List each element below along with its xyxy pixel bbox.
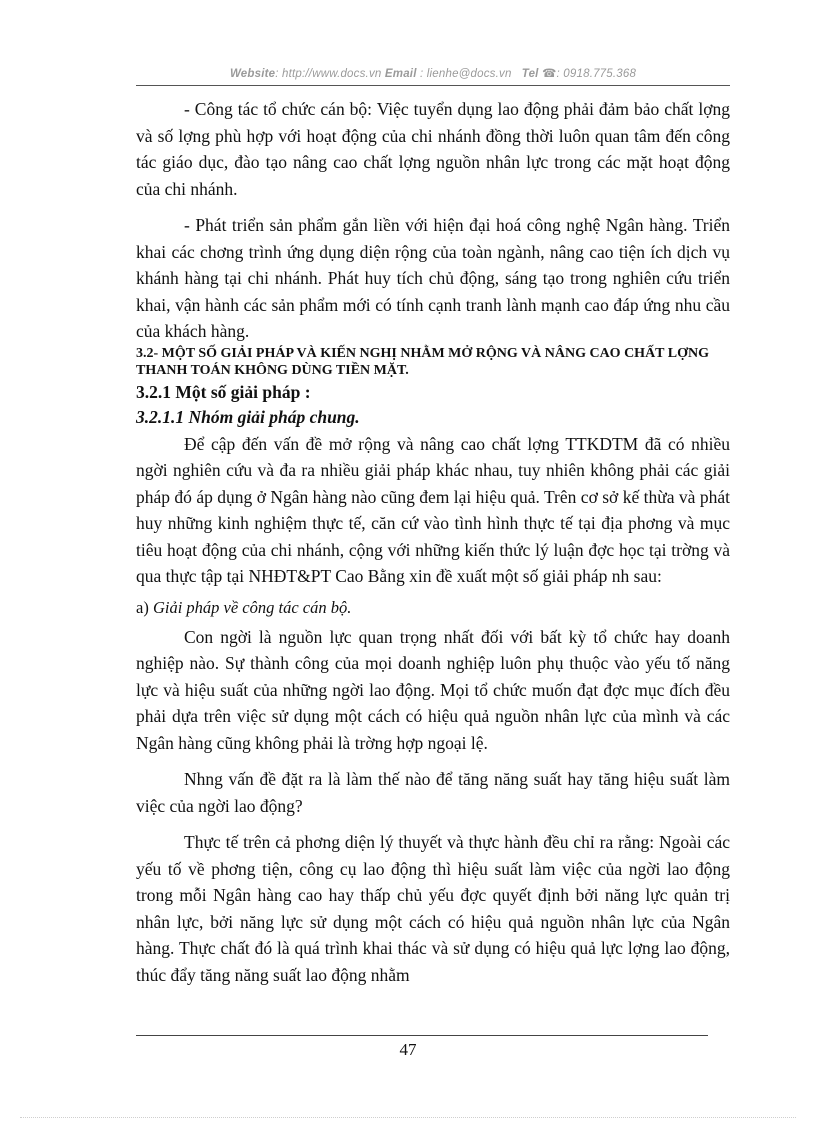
paragraph-human-resources: Con ngời là nguồn lực quan trọng nhất đối với bất kỳ tổ chức hay doanh nghiệp nào. Sự thành công của mọi doanh nghiệp luôn phụ thuộc vào yếu tố năng lực và hiệu suất của những ngời lao động. Mọi tổ chức muốn đạt đợc mục đích đều phải dựa trên việc sử dụng một cách có hiệu quả nguồn nhân lực của mình và các Ngân hàng cũng không phải là trờng hợp ngoại lệ. bbox=[136, 626, 730, 753]
subheading-a bbox=[136, 596, 730, 620]
paragraph-staff-organization: - Công tác tổ chức cán bộ: Việc tuyển dụng lao động phải đảm bảo chất lợng và số lợng phù hợp với hoạt động của chi nhánh đồng thời luôn quan tâm đến công tác giáo dục, đào tạo nâng cao chất lợng nguồn nhân lực trong các mặt hoạt động của chi nhánh. bbox=[136, 99, 730, 199]
tel-value: : 0918.775.368 bbox=[556, 68, 637, 80]
website-value: : http://www.docs.vn bbox=[275, 68, 382, 80]
page-bottom-border bbox=[20, 1117, 796, 1118]
header-divider bbox=[136, 85, 730, 86]
page-number: 47 bbox=[399, 1040, 417, 1059]
paragraph-theory-practice: Thực tế trên cả phơng diện lý thuyết và thực hành đều chỉ ra rằng: Ngoài các yếu tố về phơng tiện, công cụ lao động thì hiệu suất làm việc của ngời lao động trong mỗi Ngân hàng cao hay thấp chủ yếu đợc quyết định bởi năng lực quản trị nhân lực, bởi năng lực sử dụng một cách có hiệu quả nguồn nhân lực của Ngân hàng. Thực chất đó là quá trình khai thác và sử dụng có hiệu quả lực lợng lao động, thúc đẩy tăng năng suất lao động nhằm bbox=[136, 832, 730, 985]
website-label: Website bbox=[229, 68, 276, 80]
paragraph-general-solutions: Để cập đến vấn đề mở rộng và nâng cao chất lợng TTKDTM đã có nhiều ngời nghiên cứu và đa ra nhiều giải pháp khác nhau, tuy nhiên không phải các giải pháp đó áp dụng ở Ngân hàng nào cũng đem lại hiệu quả. Trên cơ sở kế thừa và phát huy những kinh nghiệm thực tế, căn cứ vào tình hình thực tế tại địa phơng và mục tiêu hoạt động của chi nhánh, cộng với những kiến thức lý luận đợc học tại trờng và qua thực tập tại NHĐT&PT Cao Bằng xin đề xuất một số giải pháp nh sau: bbox=[136, 433, 730, 586]
heading-3-2-1: 3.2.1 Một số giải pháp : bbox=[136, 381, 311, 402]
subheading-a-title: Giải pháp về công tác cán bộ. bbox=[152, 597, 352, 617]
document-body bbox=[136, 96, 730, 988]
page-header bbox=[136, 66, 730, 80]
paragraph-product-development: - Phát triển sản phẩm gắn liền với hiện đại hoá công nghệ Ngân hàng. Triển khai các chơng trình ứng dụng diện rộng của toàn ngành, nâng cao tiện ích dịch vụ khánh hàng tại chi nhánh. Phát huy tích chủ động, sáng tạo trong nghiên cứu triển khai, vận hành các sản phẩm mới có tính cạnh tranh lành mạnh cao đáp ứng nhu cầu của khách hàng. bbox=[136, 215, 730, 341]
email-value: : lienhe@docs.vn bbox=[416, 68, 512, 80]
subheading-a-prefix: a) bbox=[136, 597, 153, 617]
heading-3-2-1-1: 3.2.1.1 Nhóm giải pháp chung. bbox=[136, 406, 360, 427]
paragraph-productivity-question: Nhng vấn đề đặt ra là làm thế nào để tăng năng suất hay tăng hiệu suất làm việc của ngời lao động? bbox=[136, 769, 730, 816]
tel-label: Tel bbox=[521, 68, 539, 80]
phone-icon: ☎ bbox=[541, 68, 557, 80]
footer-divider bbox=[136, 1035, 708, 1036]
email-label: Email bbox=[384, 68, 417, 80]
section-heading-3-2: 3.2- MỘT SỐ GIẢI PHÁP VÀ KIẾN NGHỊ NHẰM MỞ RỘNG VÀ NÂNG CAO CHẤT LỢNG THANH TOÁN KHÔNG DÙNG TIỀN MẶT. bbox=[136, 345, 709, 378]
